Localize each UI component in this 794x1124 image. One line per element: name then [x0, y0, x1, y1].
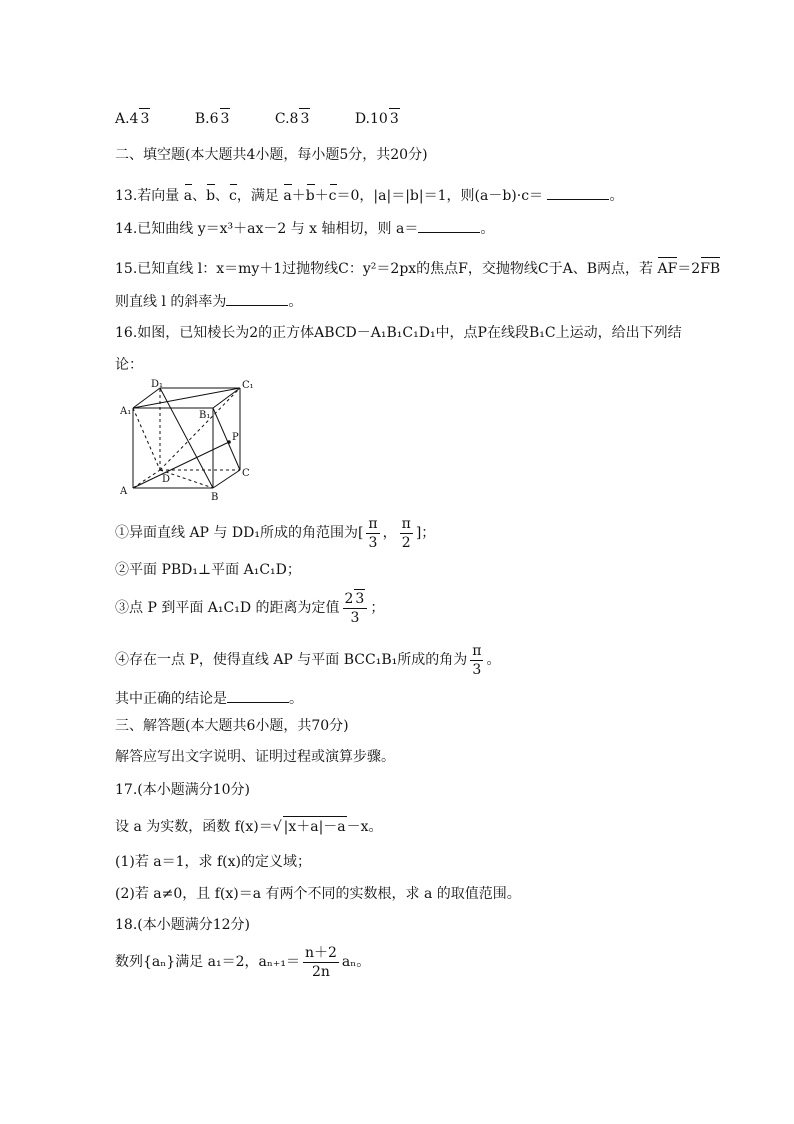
question-14: 14.已知曲线 y＝x³＋ax－2 与 x 轴相切，则 a＝ 。: [115, 218, 494, 239]
statement-3: ③点 P 到平面 A₁C₁D 的距离为定值 $\frac{2 3}{3}$ ；: [115, 591, 385, 626]
label-a: A: [120, 486, 128, 497]
section3-note: 解答应写出文字说明、证明过程或演算步骤。: [115, 749, 395, 765]
option-b[interactable]: B.6 3: [195, 108, 231, 129]
label-b: B: [211, 492, 219, 503]
question-16-conclusion: 其中正确的结论是 。: [115, 688, 303, 709]
section3-heading: 三、解答题(本大题共6小题，共70分): [115, 718, 349, 734]
question-18-title: 18.(本小题满分12分): [115, 917, 251, 933]
statement-1: ①异面直线 AP 与 DD₁所成的角范围为[ $\frac{\pi}{3}$ ， $\frac{\pi}{2}$ ]；: [115, 515, 436, 551]
hidden-diag-a1d: [133, 408, 160, 470]
label-b1: B₁: [199, 410, 211, 421]
q12-options: [115, 108, 440, 129]
question-17-part1: (1)若 a＝1，求 f(x)的定义域；: [115, 854, 311, 870]
question-18-stem: 数列{aₙ}满足 a₁＝2，aₙ₊₁＝ $\frac{n+2}{2n}$ aₙ。: [115, 944, 371, 980]
label-d1: D₁: [151, 379, 164, 390]
answer-blank-15[interactable]: [226, 291, 288, 306]
label-c1: C₁: [242, 380, 254, 391]
question-17-stem: 设 a 为实数，函数 f(x)＝√ |x＋a|－a－x。: [115, 816, 383, 837]
question-16: 16.如图，已知棱长为2的正方体ABCD－A₁B₁C₁D₁中，点P在线段B₁C上运动，给出下列结: [115, 325, 682, 341]
statement-4: ④存在一点 P，使得直线 AP 与平面 BCC₁B₁所成的角为 $\frac{\pi}{3}$ 。: [115, 642, 501, 678]
question-13: 13.若向量 a、b、c，满足 a＋b＋c＝0，|a|＝|b|＝1，则(a－b)·c＝ 。: [115, 184, 623, 206]
option-d[interactable]: D.10 3: [355, 108, 400, 129]
cube-figure: [115, 378, 265, 503]
label-a1: A₁: [120, 406, 132, 417]
label-c: C: [242, 468, 250, 479]
option-a[interactable]: A.4 3: [115, 108, 150, 129]
label-p: P: [232, 432, 239, 443]
hidden-edge-ad: [133, 470, 160, 488]
answer-blank-13[interactable]: [547, 185, 609, 200]
statement-2: ②平面 PBD₁⊥平面 A₁C₁D；: [115, 562, 301, 578]
segment-ap: [133, 442, 229, 488]
edge-bc: [213, 470, 240, 488]
question-17-part2: (2)若 a≠0，且 f(x)＝a 有两个不同的实数根，求 a 的取值范围。: [115, 886, 521, 902]
option-c[interactable]: C.8 3: [275, 108, 311, 129]
question-15: 15.已知直线 l：x＝my＋1过抛物线C：y²＝2px的焦点F，交抛物线C于A、B两点，若 AF＝2FB: [115, 257, 720, 279]
question-17-title: 17.(本小题满分10分): [115, 782, 251, 798]
question-15-line2: 则直线 l 的斜率为 。: [115, 291, 302, 312]
section2-heading: 二、填空题(本大题共4小题，每小题5分，共20分): [115, 147, 428, 163]
answer-blank-14[interactable]: [418, 218, 480, 233]
answer-blank-16[interactable]: [227, 688, 289, 703]
question-16-line2: 论：: [115, 357, 143, 373]
point-p: [227, 440, 231, 444]
label-d: D: [162, 474, 171, 485]
